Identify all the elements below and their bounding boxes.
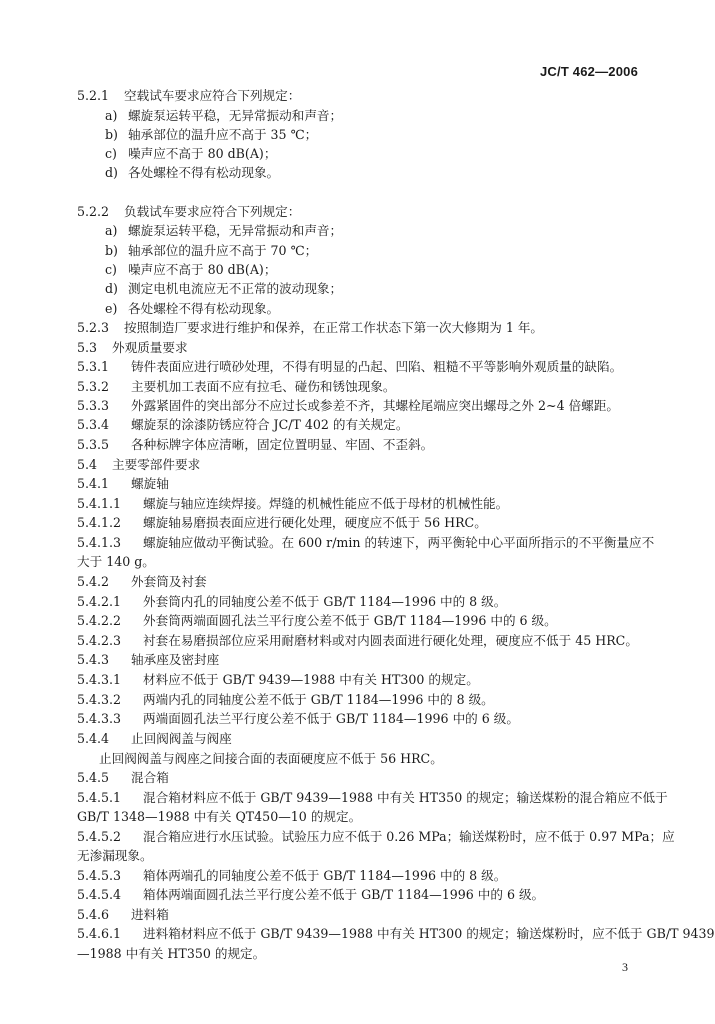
clause-number: c) <box>105 262 117 277</box>
clause-number: 5.2.3 <box>77 320 110 335</box>
clause-number: 5.4.4 <box>77 731 110 746</box>
text-line <box>105 243 632 259</box>
text-line <box>77 398 632 414</box>
text-line <box>77 417 632 433</box>
clause-text: 各处螺栓不得有松动现象。 <box>128 165 280 180</box>
text-line <box>105 108 632 124</box>
clause-number: 5.4.5.2 <box>77 829 122 844</box>
clause-text: 两端面圆孔法兰平行度公差不低于 GB/T 1184—1996 中的 6 级。 <box>143 711 519 726</box>
clause-text: 螺旋轴 <box>131 476 169 491</box>
clause-number: 5.4.2.2 <box>77 613 122 628</box>
text-line <box>77 613 632 629</box>
clause-text: 螺旋泵运转平稳，无异常振动和声音； <box>128 108 343 123</box>
clause-text: GB/T 1348—1988 中有关 QT450—10 的规定。 <box>77 809 362 824</box>
text-line <box>105 127 632 143</box>
clause-text: 按照制造厂要求进行维护和保养，在正常工作状态下第一次大修期为 1 年。 <box>124 320 544 335</box>
clause-number: b) <box>105 127 118 142</box>
clause-text: 各处螺栓不得有松动现象。 <box>128 301 280 316</box>
clause-number: 5.2.2 <box>77 204 110 219</box>
clause-number: 5.4.1.2 <box>77 515 122 530</box>
page-number: 3 <box>622 960 628 974</box>
clause-text: 两端内孔的同轴度公差不低于 GB/T 1184—1996 中的 8 级。 <box>143 692 494 707</box>
text-line <box>105 262 632 278</box>
clause-text: 轴承座及密封座 <box>131 652 220 667</box>
text-line <box>77 633 638 649</box>
clause-text: 止回阀阀盖与阀座之间接合面的表面硬度应不低于 56 HRC。 <box>99 751 443 766</box>
clause-text: 止回阀阀盖与阀座 <box>131 731 232 746</box>
text-line <box>77 574 632 590</box>
text-line <box>77 829 675 845</box>
clause-text: 衬套在易磨损部位应采用耐磨材料或对内圆表面进行硬化处理，硬度应不低于 45 HRC。 <box>143 633 638 648</box>
clause-text: 空载试车要求应符合下列规定： <box>124 88 301 103</box>
clause-text: 进料箱材料应不低于 GB/T 9439—1988 中有关 HT300 的规定；输送煤粉时，应不低于 GB/T 9439 <box>143 926 715 941</box>
text-line <box>77 652 632 668</box>
clause-number: b) <box>105 243 118 258</box>
text-line <box>77 731 632 747</box>
clause-text: 螺旋轴应做动平衡试验。在 600 r/min 的转速下，两平衡轮中心平面所指示的不平衡量应不 <box>143 535 655 550</box>
clause-number: 5.3.1 <box>77 359 110 374</box>
clause-number: c) <box>105 146 117 161</box>
clause-text: 各种标牌字体应清晰，固定位置明显、牢固、不歪斜。 <box>131 437 434 452</box>
text-line <box>77 88 632 104</box>
clause-text: 混合箱应进行水压试验。试验压力应不低于 0.26 MPa；输送煤粉时，应不低于 0.97 MPa；应 <box>143 829 675 844</box>
clause-text: 外套筒及衬套 <box>131 574 207 589</box>
text-line <box>77 554 632 570</box>
text-line <box>77 320 632 336</box>
text-line <box>105 146 632 162</box>
clause-text: 轴承部位的温升应不高于 35 ℃； <box>128 127 318 142</box>
clause-text: 轴承部位的温升应不高于 70 ℃； <box>128 243 318 258</box>
clause-text: 螺旋轴易磨损表面应进行硬化处理，硬度应不低于 56 HRC。 <box>143 515 487 530</box>
text-line <box>77 848 632 864</box>
clause-text: 铸件表面应进行喷砂处理，不得有明显的凸起、凹陷、粗糙不平等影响外观质量的缺陷。 <box>131 359 623 374</box>
text-line <box>77 535 655 551</box>
clause-text: 螺旋泵运转平稳，无异常振动和声音； <box>128 223 343 238</box>
text-line <box>77 790 668 806</box>
clause-number: 5.4.2.1 <box>77 594 122 609</box>
clause-text: 大于 140 g。 <box>77 554 155 569</box>
clause-text: 外观质量要求 <box>112 340 188 355</box>
text-line <box>77 379 632 395</box>
text-line <box>77 692 632 708</box>
clause-number: d) <box>105 165 118 180</box>
text-line <box>77 770 632 786</box>
clause-number: d) <box>105 281 118 296</box>
clause-number: 5.3.4 <box>77 417 110 432</box>
clause-text: 螺旋泵的涂漆防锈应符合 JC/T 402 的有关规定。 <box>131 417 409 432</box>
text-line <box>77 496 632 512</box>
text-line <box>77 437 632 453</box>
text-line <box>77 204 632 220</box>
clause-text: 测定电机电流应无不正常的波动现象； <box>128 281 343 296</box>
clause-text: 噪声应不高于 80 dB(A)； <box>128 262 277 277</box>
clause-text: 螺旋与轴应连续焊接。焊缝的机械性能应不低于母材的机械性能。 <box>143 496 509 511</box>
clause-number: 5.4.2.3 <box>77 633 122 648</box>
clause-text: 箱体两端孔的同轴度公差不低于 GB/T 1184—1996 中的 8 级。 <box>143 868 507 883</box>
clause-number: 5.4.5.3 <box>77 868 122 883</box>
text-line <box>105 281 632 297</box>
clause-number: 5.4.3.1 <box>77 672 122 687</box>
text-line <box>77 359 632 375</box>
clause-number: 5.4.6.1 <box>77 926 122 941</box>
clause-text: 外套筒两端面圆孔法兰平行度公差不低于 GB/T 1184—1996 中的 6 级。 <box>143 613 557 628</box>
clause-number: 5.3 <box>77 340 98 355</box>
text-line <box>77 457 632 473</box>
clause-number: 5.4.3.3 <box>77 711 122 726</box>
text-line <box>105 165 632 181</box>
text-line <box>77 809 632 825</box>
clause-text: 混合箱材料应不低于 GB/T 9439—1988 中有关 HT350 的规定；输送煤粉的混合箱应不低于 <box>143 790 668 805</box>
text-line <box>77 926 715 942</box>
text-line <box>77 594 632 610</box>
clause-text: 负载试车要求应符合下列规定： <box>124 204 301 219</box>
clause-number: 5.4.3.2 <box>77 692 122 707</box>
text-line <box>77 887 632 903</box>
clause-number: 5.4.1.1 <box>77 496 122 511</box>
text-line <box>77 515 632 531</box>
text-line <box>105 223 632 239</box>
clause-text: —1988 中有关 HT350 的规定。 <box>77 946 266 961</box>
clause-text: 外套筒内孔的同轴度公差不低于 GB/T 1184—1996 中的 8 级。 <box>143 594 507 609</box>
clause-number: 5.4.5.4 <box>77 887 122 902</box>
text-line <box>105 301 632 317</box>
clause-number: a) <box>105 223 118 238</box>
clause-number: 5.3.5 <box>77 437 110 452</box>
text-line <box>77 907 632 923</box>
clause-text: 外露紧固件的突出部分不应过长或参差不齐，其螺栓尾端应突出螺母之外 2~4 倍螺距。 <box>131 398 619 413</box>
clause-number: 5.4.5 <box>77 770 110 785</box>
text-line <box>77 340 632 356</box>
clause-number: 5.4.3 <box>77 652 110 667</box>
clause-number: 5.3.2 <box>77 379 110 394</box>
clause-text: 混合箱 <box>131 770 169 785</box>
clause-text: 主要机加工表面不应有拉毛、碰伤和锈蚀现象。 <box>131 379 396 394</box>
clause-number: 5.4 <box>77 457 98 472</box>
document-code: JC/T 462—2006 <box>540 64 638 79</box>
clause-text: 进料箱 <box>131 907 169 922</box>
clause-number: 5.4.1.3 <box>77 535 122 550</box>
clause-number: 5.4.1 <box>77 476 110 491</box>
text-line <box>77 672 632 688</box>
text-line <box>99 751 632 767</box>
text-line <box>77 868 632 884</box>
clause-number: 5.4.2 <box>77 574 110 589</box>
text-line <box>77 476 632 492</box>
clause-text: 箱体两端面圆孔法兰平行度公差不低于 GB/T 1184—1996 中的 6 级。 <box>143 887 545 902</box>
clause-number: e) <box>105 301 118 316</box>
clause-text: 材料应不低于 GB/T 9439—1988 中有关 HT300 的规定。 <box>143 672 479 687</box>
clause-number: 5.4.5.1 <box>77 790 122 805</box>
clause-text: 噪声应不高于 80 dB(A)； <box>128 146 277 161</box>
text-line <box>77 946 632 962</box>
clause-number: 5.2.1 <box>77 88 110 103</box>
clause-text: 主要零部件要求 <box>112 457 201 472</box>
clause-number: a) <box>105 108 118 123</box>
text-line <box>77 711 632 727</box>
clause-number: 5.3.3 <box>77 398 110 413</box>
clause-text: 无渗漏现象。 <box>77 848 153 863</box>
clause-number: 5.4.6 <box>77 907 110 922</box>
